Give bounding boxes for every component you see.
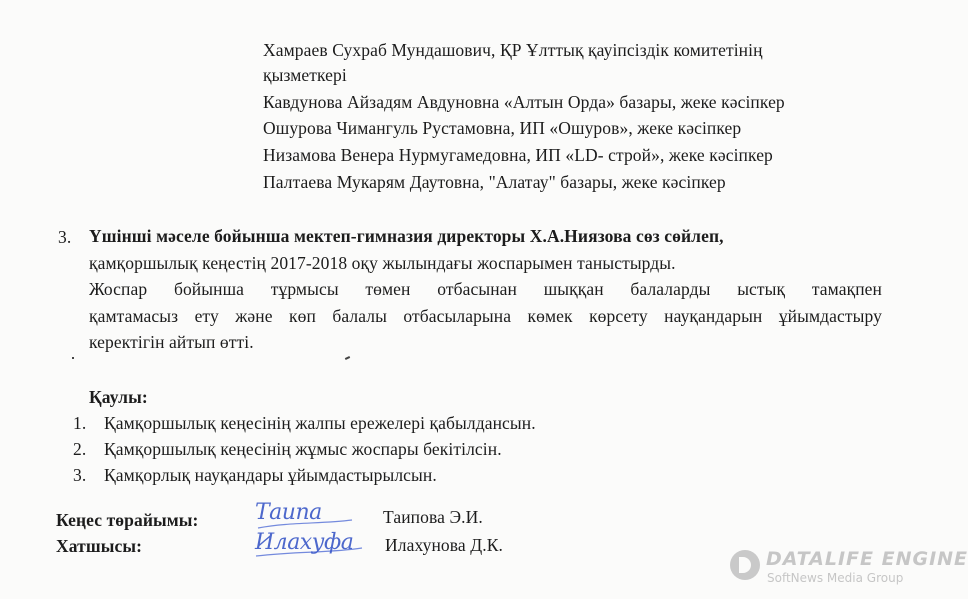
chair-name: Таипова Э.И. [383, 507, 483, 527]
scan-tick [345, 356, 350, 360]
chair-role: Кеңес төрайымы: [56, 510, 199, 530]
member-line-6: Палтаева Мукарям Даутовна, "Алатау" базары, жеке кәсіпкер [263, 172, 726, 192]
resolution-item-2: Қамқоршылық кеңесінің жұмыс жоспары бекітілсін. [104, 439, 502, 459]
member-line-5: Низамова Венера Нурмугамедовна, ИП «LD- строй», жеке кәсіпкер [263, 145, 773, 165]
member-line-4: Ошурова Чимангуль Рустамовна, ИП «Ошуров», жеке кәсіпкер [263, 118, 742, 138]
member-line-3: Кавдунова Айзадям Авдуновна «Алтын Орда» базары, жеке кәсіпкер [263, 92, 785, 112]
resolution-item-3-num: 3. [73, 465, 87, 485]
resolution-item-3: Қамқорлық науқандары ұйымдастырылсын. [104, 465, 437, 485]
item3-line-2: Жоспар бойынша тұрмысы төмен отбасынан шыққан балаларды ыстық тамақпен [89, 279, 882, 299]
resolution-item-1-num: 1. [73, 413, 87, 433]
watermark-title: DATALIFE ENGINE [766, 548, 968, 570]
item3-line-1: қамқоршылық кеңестің 2017-2018 оқу жылындағы жоспарымен таныстырды. [89, 253, 676, 273]
member-line-1: Хамраев Сухраб Мундашович, ҚР Ұлттық қауіпсіздік комитетінің [263, 40, 763, 60]
resolution-title: Қаулы: [89, 387, 148, 407]
scan-dot [72, 357, 74, 359]
resolution-item-1: Қамқоршылық кеңесінің жалпы ережелері қабылдансын. [104, 413, 536, 433]
secretary-role: Хатшысы: [56, 536, 143, 556]
watermark [730, 548, 968, 588]
item3-line-4: керектігін айтып өтті. [89, 332, 254, 352]
chair-signature: Таипа [255, 500, 322, 525]
item3-line-3: қамтамасыз ету және көп балалы отбасыларына көмек көрсету науқандарын ұйымдастыру [89, 306, 882, 326]
item3-number: 3. [58, 227, 72, 247]
member-line-2: қызметкері [263, 65, 347, 85]
secretary-signature: Илахуфа [255, 530, 354, 555]
item3-heading: Үшінші мәселе бойынша мектеп-гимназия директоры Х.А.Ниязова сөз сөйлеп, [89, 226, 724, 246]
secretary-name: Илахунова Д.К. [385, 535, 504, 555]
resolution-item-2-num: 2. [73, 439, 87, 459]
watermark-subtitle: SoftNews Media Group [767, 571, 904, 585]
datalife-logo-icon [730, 550, 760, 580]
